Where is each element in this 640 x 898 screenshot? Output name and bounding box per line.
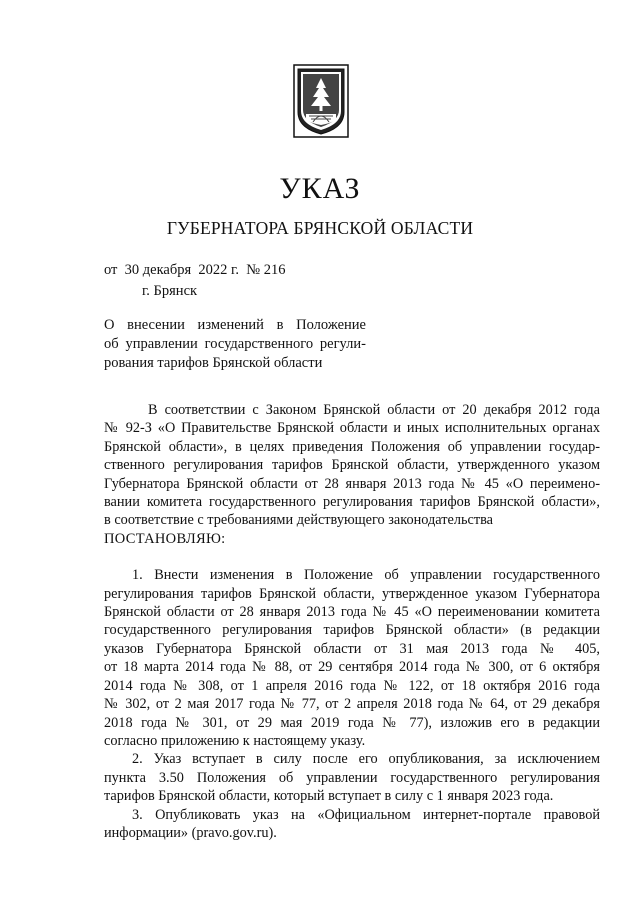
- item2-line: тарифов Брянской области, который вступает в силу с 1 января 2023 года.: [104, 788, 554, 805]
- preamble-line: № 92-З «О Правительстве Брянской области и иных исполнительных органах: [104, 420, 600, 437]
- item1-line: согласно приложению к настоящему указу.: [104, 732, 366, 749]
- preamble-line: в соответствие с требованиями действующего законодательства: [104, 512, 493, 529]
- document-number: 216: [263, 262, 286, 278]
- postanovlyayu-heading: ПОСТАНОВЛЯЮ:: [104, 530, 226, 547]
- preamble-line: Губернатора Брянской области от 28 января 2013 года № 45 «О переимено-: [104, 475, 600, 492]
- subject-line: рования тарифов Брянской области: [104, 355, 323, 371]
- item3-line: информации» (pravo.gov.ru).: [104, 824, 277, 841]
- item3-line: 3. Опубликовать указ на «Официальном интернет-портале правовой: [132, 806, 600, 823]
- document-title: УКАЗ: [279, 172, 361, 205]
- item1-line: 2014 года № 308, от 1 апреля 2016 года № 122, от 18 октября 2016 года: [104, 677, 600, 694]
- document-subtitle: ГУБЕРНАТОРА БРЯНСКОЙ ОБЛАСТИ: [166, 218, 474, 238]
- preamble-line: В соответствии с Законом Брянской области от 20 декабря 2012 года: [148, 402, 600, 418]
- bryansk-coat-of-arms-icon: [293, 64, 349, 138]
- item1-line: 1. Внести изменения в Положение об управлении государственного: [132, 567, 600, 584]
- preamble-line: ственного регулирования тарифов Брянской области, утвержденного указом: [104, 457, 600, 474]
- preamble-line: Брянской области», в целях приведения Положения об управлении государ-: [104, 438, 600, 455]
- item1-line: 2018 года № 301, от 29 мая 2019 года № 77), изложив его в редакции: [104, 714, 600, 731]
- subject-line: об управлении государственного регули-: [104, 336, 366, 352]
- document-dateline: [104, 262, 285, 279]
- item2-line: 2. Указ вступает в силу после его опубликования, за исключением: [132, 751, 600, 768]
- item1-line: № 302, от 2 мая 2017 года № 77, от 2 апреля 2018 года № 64, от 29 декабря: [104, 696, 600, 713]
- preamble-line: вании комитета государственного регулирования тарифов Брянской области»,: [104, 494, 600, 511]
- document-place: г. Брянск: [142, 283, 198, 299]
- document-subject: [104, 316, 366, 373]
- item1-line: регулирования тарифов Брянской области, утвержденное указом Губернатора: [104, 585, 600, 602]
- document-date: 30 декабря 2022 г.: [124, 262, 239, 278]
- subject-line: О внесении изменений в Положение: [104, 317, 366, 333]
- item1-line: Брянской области от 28 января 2013 года № 45 «О переименовании комитета: [104, 604, 600, 621]
- date-prefix: от: [104, 262, 118, 278]
- document-body: [104, 401, 600, 842]
- item2-line: пункта 3.50 Положения об управлении государственного регулирования: [104, 769, 600, 786]
- item1-line: от 18 марта 2014 года № 88, от 29 сентября 2014 года № 300, от 6 октября: [104, 659, 600, 676]
- item1-line: государственного регулирования тарифов Брянской области» (в редакции: [104, 622, 600, 639]
- item1-line: указов Губернатора Брянской области от 31 мая 2013 года № 405,: [104, 640, 600, 657]
- number-label: №: [246, 262, 261, 278]
